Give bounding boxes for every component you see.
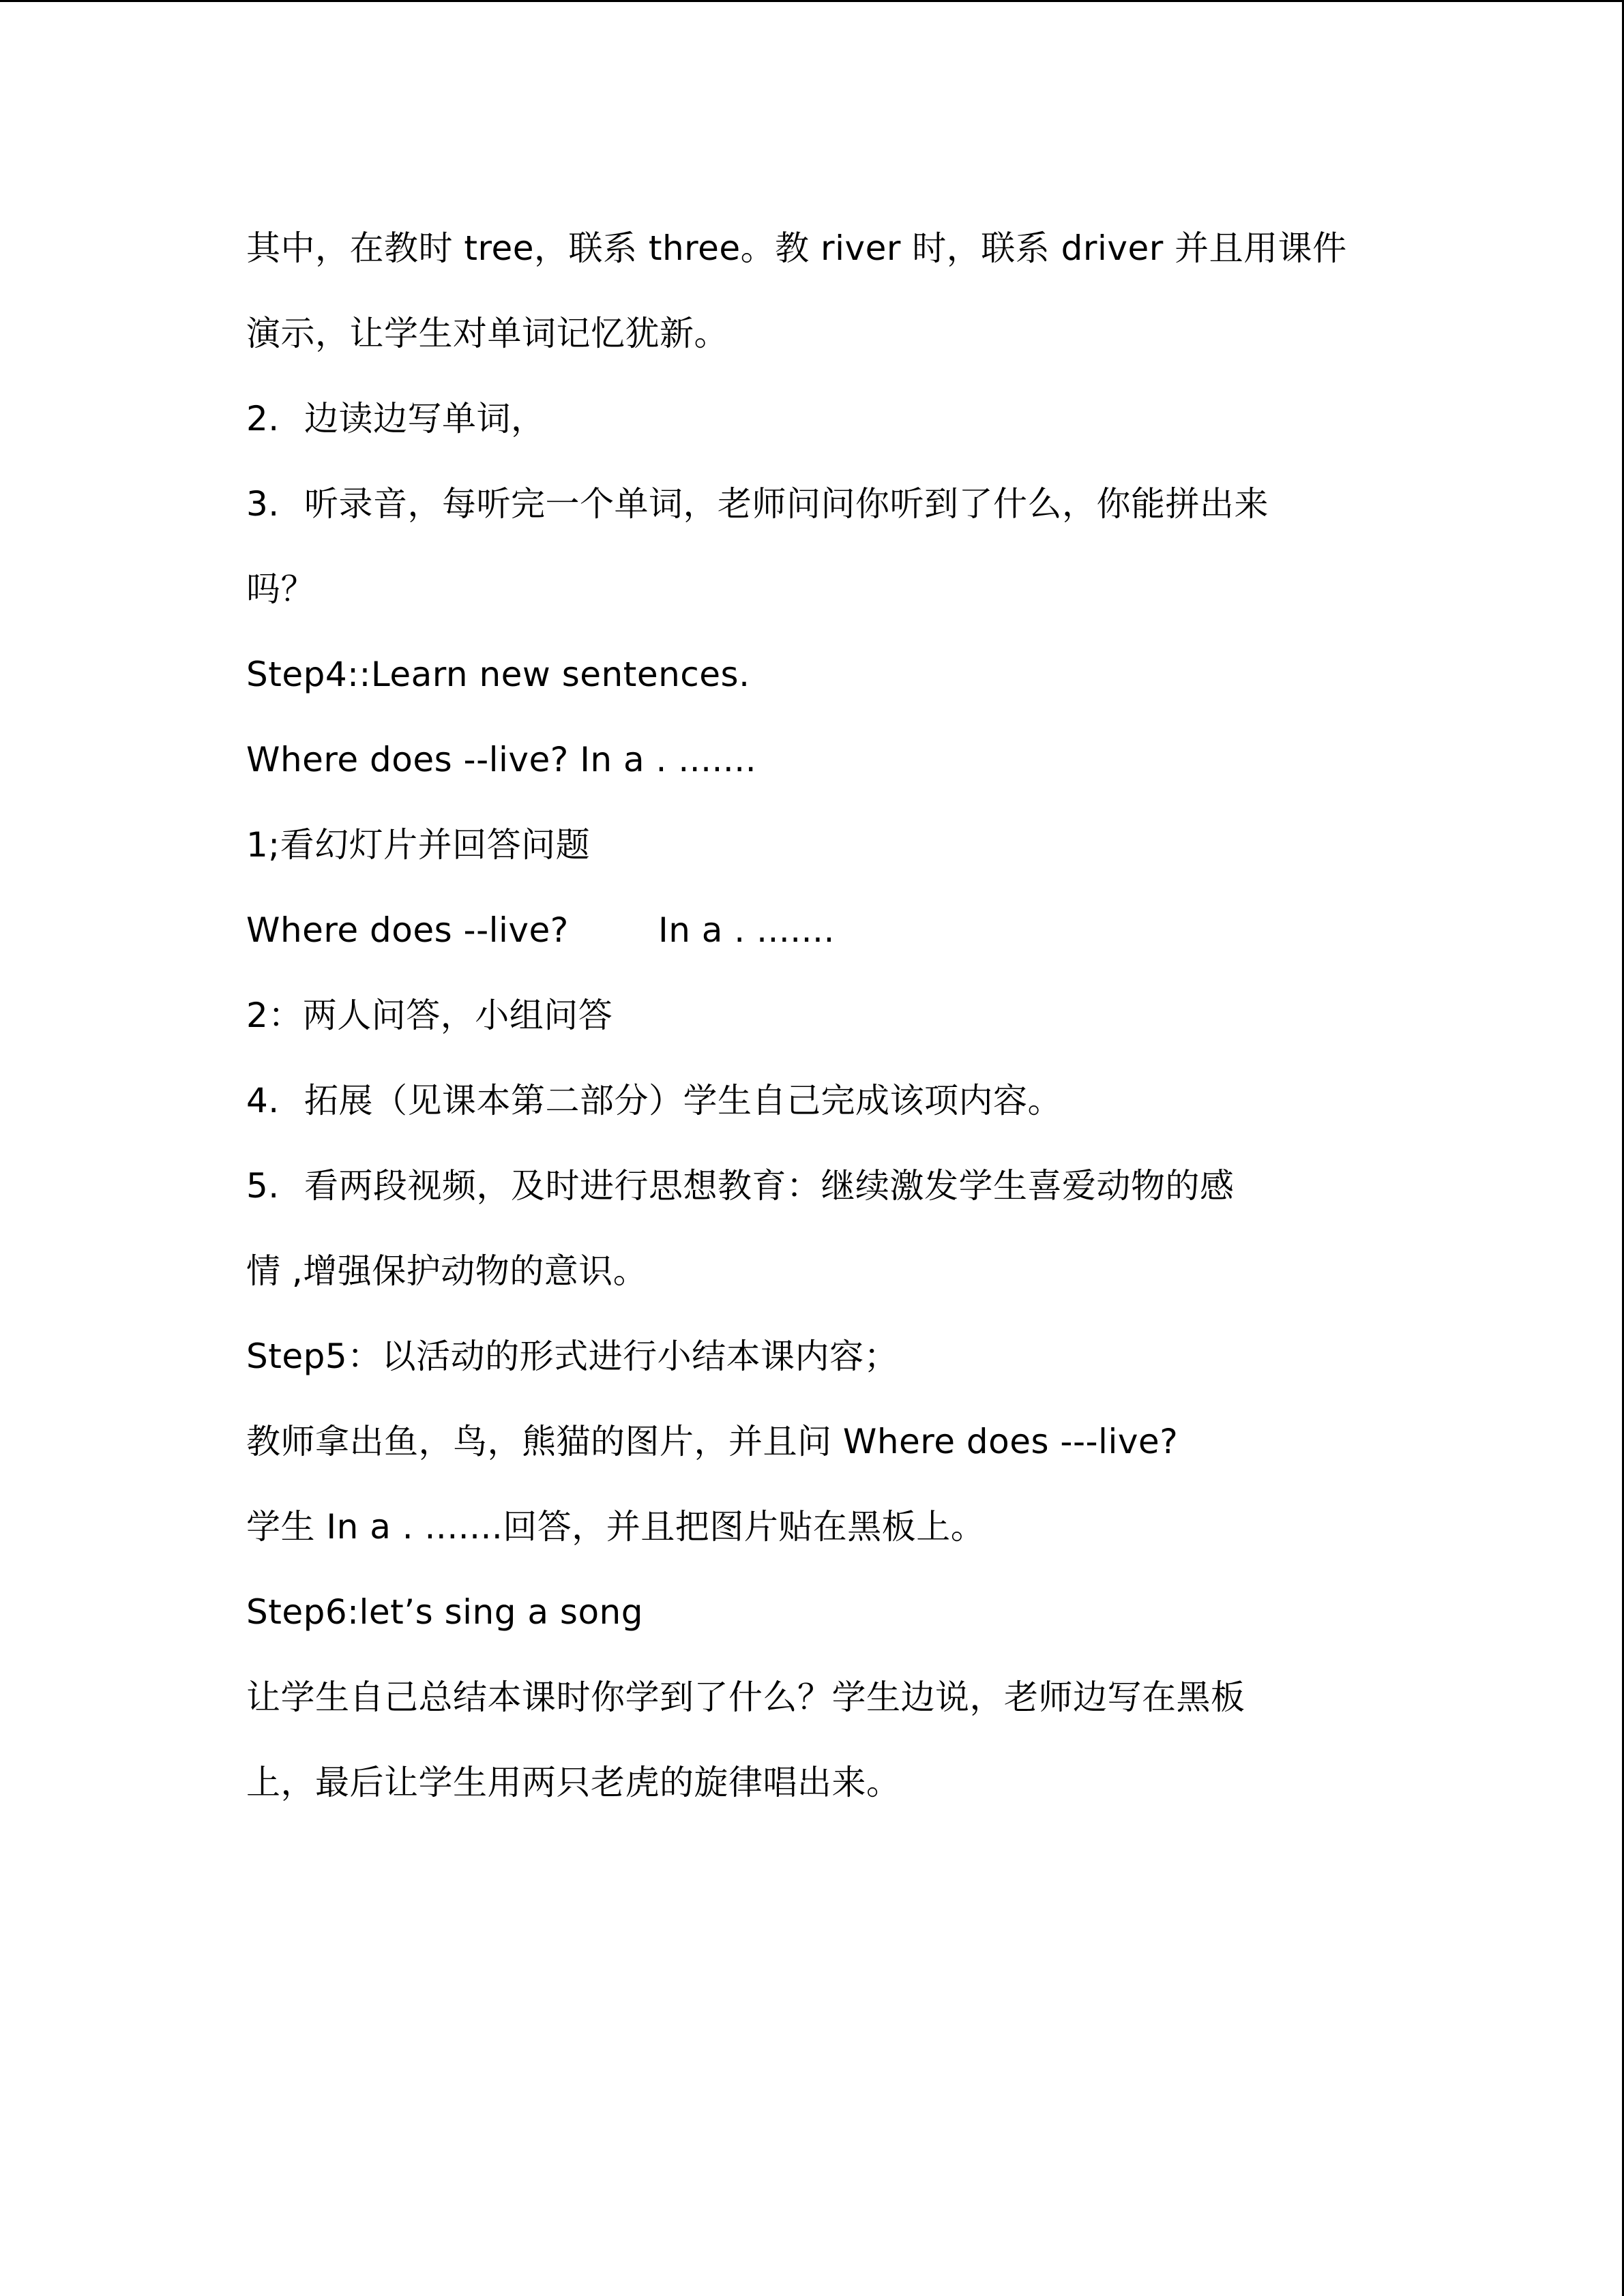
list-number: 3. bbox=[246, 484, 280, 524]
paragraph-line: 教师拿出鱼，鸟，熊猫的图片，并且问 Where does ---live? bbox=[246, 1422, 1179, 1461]
list-item-text: 听录音，每听完一个单词，老师问问你听到了什么，你能拼出来 bbox=[304, 484, 1269, 524]
paragraph-line: 演示，让学生对单词记忆犹新。 bbox=[246, 314, 728, 353]
paragraph-line: 情 ,增强保护动物的意识。 bbox=[246, 1251, 648, 1291]
paragraph-line: 2：两人问答，小组问答 bbox=[246, 996, 613, 1035]
list-item-text: 边读边写单词， bbox=[304, 399, 546, 438]
paragraph-line: Where does --live? In a . ....... bbox=[246, 740, 757, 779]
step-heading: Step5：以活动的形式进行小结本课内容； bbox=[246, 1337, 899, 1376]
list-item-4 bbox=[246, 1058, 1406, 1144]
paragraph-line: 1;看幻灯片并回答问题 bbox=[246, 825, 591, 865]
list-item-5 bbox=[246, 1144, 1406, 1229]
paragraph-line: 学生 In a . .......回答，并且把图片贴在黑板上。 bbox=[246, 1507, 986, 1547]
paragraph-line: 吗？ bbox=[246, 569, 315, 609]
paragraph-line: Where does --live? In a . ....... bbox=[246, 910, 835, 950]
paragraph-line: 让学生自己总结本课时你学到了什么？学生边说，老师边写在黑板 bbox=[246, 1678, 1245, 1717]
list-item-2 bbox=[246, 376, 1406, 462]
paragraph-line: 上，最后让学生用两只老虎的旋律唱出来。 bbox=[246, 1763, 901, 1802]
document-body bbox=[246, 206, 1406, 1825]
list-item-3 bbox=[246, 462, 1406, 547]
list-item-text: 看两段视频，及时进行思想教育：继续激发学生喜爱动物的感 bbox=[304, 1166, 1235, 1206]
list-item-text: 拓展（见课本第二部分）学生自己完成该项内容。 bbox=[304, 1081, 1062, 1120]
step-heading: Step4::Learn new sentences. bbox=[246, 655, 750, 694]
step-heading: Step6:let’s sing a song bbox=[246, 1592, 643, 1632]
list-number: 4. bbox=[246, 1081, 280, 1120]
paragraph-line: 其中，在教时 tree，联系 three。教 river 时，联系 driver 并且用课件 bbox=[246, 228, 1347, 268]
list-number: 2. bbox=[246, 399, 280, 438]
list-number: 5. bbox=[246, 1166, 280, 1206]
